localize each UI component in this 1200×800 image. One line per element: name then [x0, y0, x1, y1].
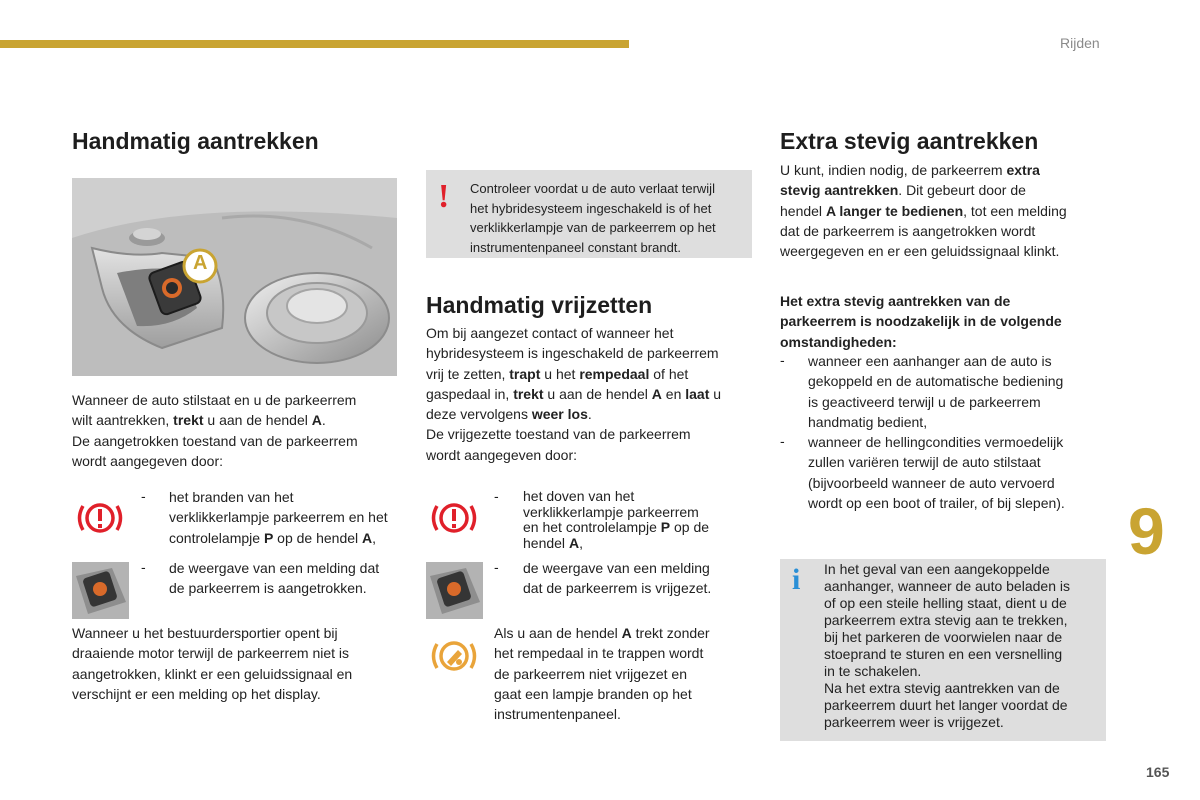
lever-thumbnail: [426, 562, 483, 619]
bullet-lamp-on: het branden van het verklikkerlampje parkeerrem en het controlelampje P op de hendel A,: [169, 489, 388, 546]
bullet-dash: -: [494, 559, 499, 575]
lever-label-a: A: [193, 252, 208, 274]
bullet-dash: -: [780, 352, 785, 368]
intro-extra-stevig: U kunt, indien nodig, de parkeerrem extra stevig aantrekken. Dit gebeurt door de hendel A langer te bedienen, tot een melding dat de parkeerrem is aangetrokken wordt weergegeven en er een geluidssignaal klinkt.: [780, 162, 1067, 260]
console-illustration: [72, 178, 397, 376]
conditions-heading: Het extra stevig aantrekken van de parkeerrem is noodzakelijk in de volgende omstandigheden:: [780, 293, 1062, 350]
brake-fault-lamp-orange-icon: [428, 636, 480, 676]
condition-slope: wanneer de hellingcondities vermoedelijk zullen variëren terwijl de auto stilstaat (bijvoorbeeld wanneer de auto vervoerd wordt op een boot of trailer, of bij slepen).: [808, 434, 1065, 511]
bullet-dash: -: [780, 433, 785, 449]
bullet-message-applied: de weergave van een melding dat de parkeerrem is aangetrokken.: [169, 560, 380, 597]
bullet-dash: -: [141, 488, 146, 504]
pedal-note: Als u aan de hendel A trekt zonder het rempedaal in te trappen wordt de parkeerrem niet vrijgezet en gaat een lampje branden op het instrumentenpaneel.: [494, 625, 710, 723]
brake-warning-lamp-red-icon: [428, 498, 480, 538]
info-text: In het geval van een aangekoppelde aanhanger, wanneer de auto beladen is of op een steile helling staat, dient u de parkeerrem extra stevig aan te trekken, bij het parkeren de voorwielen naar de stoeprand te sturen en een versnelling in te schakelen. Na het extra stevig aantrekken van de parkeerrem duurt het langer voordat de parkeerrem weer is vrijgezet.: [824, 561, 1070, 730]
condition-trailer: wanneer een aanhanger aan de auto is gekoppeld en de automatische bediening is geactiveerd terwijl u de parkeerrem handmatig bedient,: [808, 353, 1064, 430]
brake-warning-lamp-red-icon: [74, 498, 126, 538]
info-box: [780, 559, 1106, 741]
info-icon: i: [792, 563, 801, 596]
warning-text: Controleer voordat u de auto verlaat terwijl het hybridesysteem ingeschakeld is of het verklikkerlampje van de parkeerrem op het instrumentenpaneel constant brandt.: [470, 181, 716, 255]
header-accent-bar: [0, 40, 629, 48]
door-open-note: Wanneer u het bestuurdersportier opent bij draaiende motor terwijl de parkeerrem niet is aangetrokken, klinkt er een geluidssignaal en verschijnt er een melding op het display.: [72, 625, 353, 702]
section-title: Rijden: [1060, 35, 1100, 51]
intro-vrijzetten: Om bij aangezet contact of wanneer het hybridesysteem is ingeschakeld de parkeerrem vrij te zetten, trapt u het rempedaal of het gaspedaal in, trekt u aan de hendel A en laat u deze vervolgens weer los. De vrijgezette toestand van de parkeerrem wordt aangegeven door:: [426, 325, 722, 463]
heading-extra-stevig: Extra stevig aantrekken: [780, 128, 1039, 154]
bullet-message-released: de weergave van een melding dat de parkeerrem is vrijgezet.: [523, 560, 712, 597]
parking-brake-lever-photo: [72, 178, 397, 376]
lever-thumbnail: [72, 562, 129, 619]
chapter-number: 9: [1128, 494, 1165, 568]
page-number: 165: [1146, 764, 1170, 780]
bullet-dash: -: [494, 488, 499, 504]
heading-handmatig-aantrekken: Handmatig aantrekken: [72, 128, 319, 154]
exclamation-warning-icon: !: [438, 178, 450, 215]
intro-aantrekken: Wanneer de auto stilstaat en u de parkeerrem wilt aantrekken, trekt u aan de hendel A. De aangetrokken toestand van de parkeerrem wordt aangegeven door:: [72, 392, 358, 469]
bullet-dash: -: [141, 559, 146, 575]
bullet-lamp-off: het doven van het verklikkerlampje parkeerrem en het controlelampje P op de hendel A,: [523, 488, 710, 551]
warning-box: [426, 170, 752, 258]
heading-handmatig-vrijzetten: Handmatig vrijzetten: [426, 292, 653, 318]
